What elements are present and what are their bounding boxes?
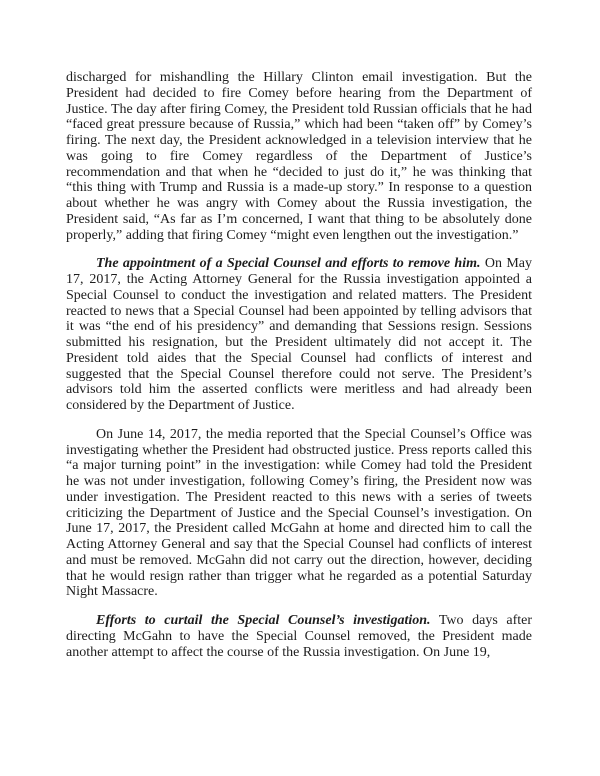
paragraph-curtail-investigation	[66, 613, 532, 660]
paragraph-body: Two days after directing McGahn to have the Special Counsel removed, the President made another attempt to affect the course of the Russia investigation. On June 19,	[66, 613, 532, 660]
paragraph-obstruction-investigation	[66, 427, 532, 600]
paragraph-body: On May 17, 2017, the Acting Attorney General for the Russia investigation appointed a Special Counsel to conduct the investigation and related matters. The President reacted to news that a Special Counsel had been appointed by telling advisors that it was “the end of his presidency” and demanding that Sessions resign. Sessions submitted his resignation, but the President ultimately did not accept it. The President told aides that the Special Counsel had conflicts of interest and suggested that the Special Counsel therefore could not serve. The President’s advisors told him the asserted conflicts were meritless and had already been considered by the Department of Justice.	[66, 256, 532, 413]
section-lead-appointment: The appointment of a Special Counsel and efforts to remove him.	[96, 256, 481, 272]
section-lead-curtail: Efforts to curtail the Special Counsel’s investigation.	[96, 613, 431, 628]
paragraph-comey-firing	[66, 70, 532, 243]
paragraph-body: discharged for mishandling the Hillary Clinton email investigation. But the President had decided to fire Comey before hearing from the Department of Justice. The day after firing Comey, the President told Russian officials that he had “faced great pressure because of Russia,” which had been “taken off” by Comey’s firing. The next day, the President acknowledged in a television interview that he was going to fire Comey regardless of the Department of Justice’s recommendation and that when he “decided to just do it,” he was thinking that “this thing with Trump and Russia is a made-up story.” In response to a question about whether he was angry with Comey about the Russia investigation, the President said, “As far as I’m concerned, I want that thing to be absolutely done properly,” adding that firing Comey “might even lengthen out the investigation.”	[66, 70, 532, 243]
paragraph-special-counsel-appointment	[66, 256, 532, 414]
page-text-block	[66, 70, 532, 660]
paragraph-body: On June 14, 2017, the media reported that the Special Counsel’s Office was investigating whether the President had obstructed justice. Press reports called this “a major turning point” in the investigation: while Comey had told the President he was not under investigation, following Comey’s firing, the President now was under investigation. The President reacted to this news with a series of tweets criticizing the Department of Justice and the Special Counsel’s investigation. On June 17, 2017, the President called McGahn at home and directed him to call the Acting Attorney General and say that the Special Counsel had conflicts of interest and must be removed. McGahn did not carry out the direction, however, deciding that he would resign rather than trigger what he regarded as a potential Saturday Night Massacre.	[66, 426, 532, 600]
